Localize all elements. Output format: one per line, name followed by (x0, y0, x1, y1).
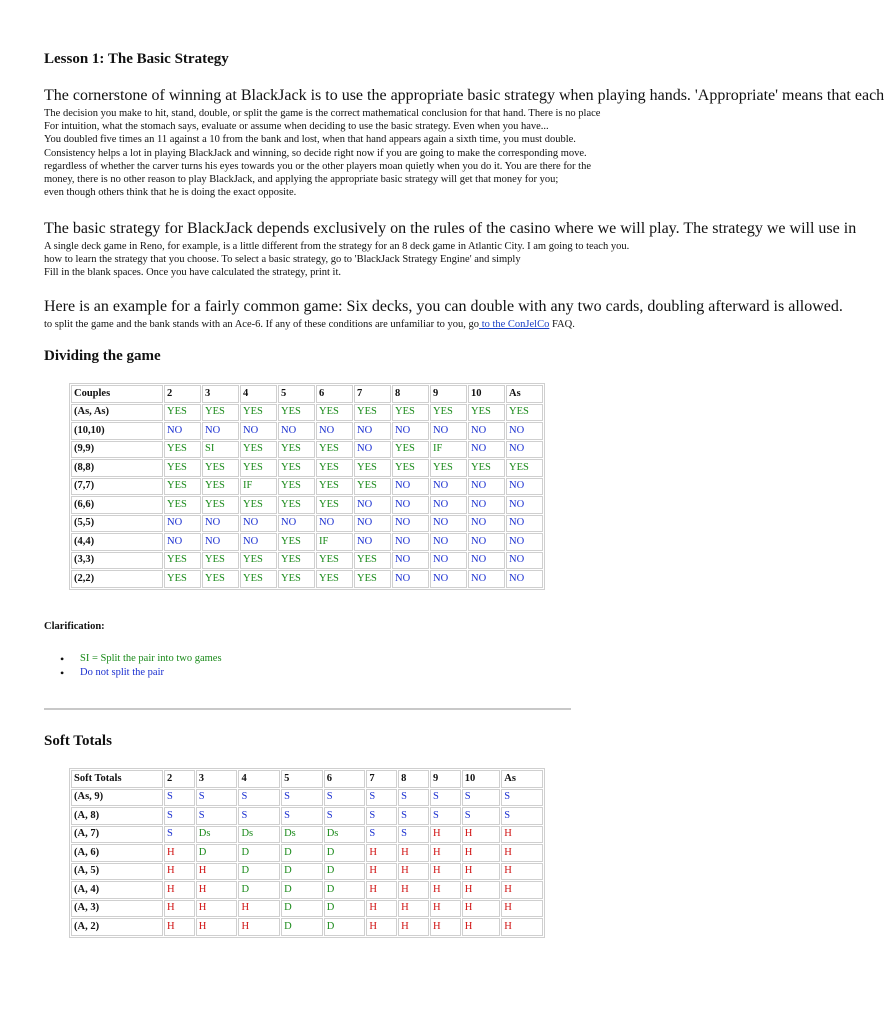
dealer-card-header: 3 (196, 770, 238, 788)
strategy-cell: YES (354, 478, 391, 496)
strategy-cell: YES (202, 404, 239, 422)
strategy-cell: NO (392, 496, 429, 514)
strategy-cell: H (501, 900, 543, 918)
strategy-cell: YES (240, 404, 277, 422)
strategy-cell: S (398, 789, 429, 807)
strategy-cell: D (324, 863, 366, 881)
intro-line: The decision you make to hit, stand, double, or split the game is the correct mathematical conclusion for that hand. There is no place (44, 108, 601, 119)
soft-total-row (71, 826, 543, 844)
strategy-cell: YES (316, 478, 353, 496)
hand-label: (2,2) (71, 570, 163, 588)
strategy-cell: S (164, 826, 195, 844)
strategy-cell: S (398, 807, 429, 825)
strategy-cell: YES (164, 441, 201, 459)
strategy-cell: NO (506, 515, 543, 533)
strategy-cell: YES (240, 570, 277, 588)
dealer-card-header: 3 (202, 385, 239, 403)
strategy-cell: H (430, 900, 461, 918)
strategy-cell: S (366, 826, 397, 844)
split-row (71, 404, 543, 422)
strategy-cell: YES (278, 404, 315, 422)
strategy-cell: NO (506, 552, 543, 570)
strategy-cell: NO (506, 496, 543, 514)
strategy-cell: YES (202, 478, 239, 496)
example-line-text: to split the game and the bank stands with an Ace-6. If any of these conditions are unfamiliar to you, go (44, 319, 480, 330)
hand-label: (10,10) (71, 422, 163, 440)
strategy-cell: D (238, 844, 280, 862)
intro-lead: The cornerstone of winning at BlackJack is to use the appropriate basic strategy when playing hands. 'Appropriate' means that each (44, 87, 884, 104)
strategy-cell: S (366, 789, 397, 807)
split-section-title: Dividing the game (44, 348, 161, 364)
strategy-cell: NO (468, 570, 505, 588)
dealer-card-header: 6 (324, 770, 366, 788)
dealer-card-header: 4 (238, 770, 280, 788)
hand-label: (A, 6) (71, 844, 163, 862)
strategy-cell: S (366, 807, 397, 825)
strategy-cell: H (164, 900, 195, 918)
hand-label: (4,4) (71, 533, 163, 551)
strategy-cell: YES (278, 478, 315, 496)
strategy-cell: H (164, 918, 195, 936)
strategy-cell: NO (392, 552, 429, 570)
strategy-cell: YES (240, 552, 277, 570)
strategy-cell: H (430, 826, 461, 844)
strategy-cell: YES (430, 459, 467, 477)
strategy-cell: H (501, 918, 543, 936)
split-row (71, 533, 543, 551)
strategy-cell: D (281, 900, 323, 918)
strategy-cell: H (462, 918, 501, 936)
strategy-cell: D (281, 863, 323, 881)
table-header-row (71, 770, 543, 788)
strategy-cell: YES (278, 459, 315, 477)
strategy-cell: YES (392, 459, 429, 477)
strategy-cell: NO (316, 515, 353, 533)
strategy-cell: H (430, 881, 461, 899)
strategy-cell: NO (430, 496, 467, 514)
strategy-cell: H (398, 844, 429, 862)
strategy-cell: NO (506, 422, 543, 440)
strategy-cell: YES (202, 552, 239, 570)
dealer-card-header: 10 (468, 385, 505, 403)
strategy-cell: YES (316, 459, 353, 477)
strategy-cell: H (462, 900, 501, 918)
dealer-card-header: 2 (164, 770, 195, 788)
intro-paragraph (44, 107, 600, 199)
soft-totals-table (69, 768, 545, 938)
strategy-cell: NO (506, 478, 543, 496)
strategy-cell: YES (278, 570, 315, 588)
strategy-cell: H (430, 918, 461, 936)
strategy-cell: H (462, 826, 501, 844)
strategy-cell: NO (430, 478, 467, 496)
strategy-cell: YES (316, 570, 353, 588)
strategy-cell: SI (202, 441, 239, 459)
strategy-cell: YES (202, 570, 239, 588)
strategy-cell: D (324, 844, 366, 862)
strategy-cell: H (462, 881, 501, 899)
dealer-card-header: 7 (354, 385, 391, 403)
bullet-icon: • (60, 666, 65, 680)
soft-total-row (71, 844, 543, 862)
hand-label: (A, 8) (71, 807, 163, 825)
strategy-cell: Ds (324, 826, 366, 844)
strategy-cell: NO (202, 422, 239, 440)
hand-label: (As, 9) (71, 789, 163, 807)
strategy-cell: H (501, 881, 543, 899)
strategy-cell: S (430, 807, 461, 825)
strategy-cell: NO (354, 496, 391, 514)
strategy-cell: YES (316, 441, 353, 459)
hand-label: (9,9) (71, 441, 163, 459)
soft-section-title: Soft Totals (44, 733, 112, 749)
strategy-cell: YES (354, 570, 391, 588)
strategy-cell: YES (164, 404, 201, 422)
strategy-cell: H (196, 918, 238, 936)
strategy-cell: H (430, 844, 461, 862)
table-corner-header: Couples (71, 385, 163, 403)
strategy-cell: YES (202, 459, 239, 477)
strategy-cell: S (281, 789, 323, 807)
strategy-cell: NO (354, 533, 391, 551)
strategy-cell: NO (354, 441, 391, 459)
rules-line: A single deck game in Reno, for example, is a little different from the strategy for an 8 deck game in Atlantic City. I am going to teach you. (44, 241, 630, 252)
hand-label: (A, 7) (71, 826, 163, 844)
strategy-cell: S (164, 789, 195, 807)
strategy-cell: YES (316, 404, 353, 422)
strategy-cell: YES (430, 404, 467, 422)
strategy-cell: YES (316, 552, 353, 570)
strategy-cell: IF (430, 441, 467, 459)
strategy-cell: NO (430, 533, 467, 551)
strategy-cell: H (164, 863, 195, 881)
strategy-cell: YES (202, 496, 239, 514)
strategy-cell: S (281, 807, 323, 825)
dealer-card-header: 2 (164, 385, 201, 403)
dealer-card-header: 10 (462, 770, 501, 788)
hand-label: (6,6) (71, 496, 163, 514)
split-row (71, 570, 543, 588)
strategy-cell: H (164, 844, 195, 862)
soft-total-row (71, 789, 543, 807)
strategy-cell: YES (164, 552, 201, 570)
conjelco-faq-link[interactable]: to the ConJelCo (479, 319, 550, 330)
strategy-cell: IF (240, 478, 277, 496)
strategy-cell: YES (354, 404, 391, 422)
clarification-text-split: SI = Split the pair into two games (80, 653, 222, 664)
strategy-cell: NO (468, 552, 505, 570)
intro-line: regardless of whether the carver turns his eyes towards you or the other players moan quietly when you do it. You are there for the (44, 160, 592, 172)
soft-total-row (71, 807, 543, 825)
strategy-cell: S (501, 789, 543, 807)
strategy-cell: NO (468, 515, 505, 533)
dealer-card-header: 7 (366, 770, 397, 788)
split-strategy-table (69, 383, 545, 590)
dealer-card-header: 9 (430, 385, 467, 403)
strategy-cell: YES (468, 404, 505, 422)
strategy-cell: NO (468, 533, 505, 551)
dealer-card-header: 8 (392, 385, 429, 403)
rules-line: Fill in the blank spaces. Once you have calculated the strategy, print it. (44, 267, 342, 279)
strategy-cell: H (462, 844, 501, 862)
clarification-title: Clarification: (44, 621, 105, 632)
strategy-cell: YES (354, 459, 391, 477)
strategy-cell: S (196, 789, 238, 807)
dealer-card-header: As (506, 385, 543, 403)
strategy-cell: S (430, 789, 461, 807)
strategy-cell: NO (354, 515, 391, 533)
intro-line: money, there is no other reason to play BlackJack, and applying the appropriate basic strategy will get that money for you; (44, 173, 559, 185)
strategy-cell: NO (430, 422, 467, 440)
hand-label: (3,3) (71, 552, 163, 570)
strategy-cell: S (462, 789, 501, 807)
soft-total-row (71, 863, 543, 881)
strategy-cell: YES (354, 552, 391, 570)
hand-label: (A, 3) (71, 900, 163, 918)
strategy-cell: H (501, 844, 543, 862)
strategy-cell: YES (468, 459, 505, 477)
split-row (71, 552, 543, 570)
strategy-cell: NO (316, 422, 353, 440)
strategy-cell: NO (468, 441, 505, 459)
strategy-cell: H (366, 900, 397, 918)
strategy-cell: IF (316, 533, 353, 551)
strategy-cell: H (398, 863, 429, 881)
strategy-cell: D (238, 881, 280, 899)
strategy-cell: NO (392, 570, 429, 588)
example-line-end: FAQ. (549, 319, 575, 330)
soft-total-row (71, 900, 543, 918)
dealer-card-header: 6 (316, 385, 353, 403)
strategy-cell: D (196, 844, 238, 862)
strategy-cell: YES (278, 533, 315, 551)
strategy-cell: H (196, 900, 238, 918)
dealer-card-header: 5 (278, 385, 315, 403)
strategy-cell: YES (164, 478, 201, 496)
section-divider (44, 708, 571, 710)
strategy-cell: H (501, 826, 543, 844)
strategy-cell: NO (468, 496, 505, 514)
hand-label: (8,8) (71, 459, 163, 477)
strategy-cell: D (281, 881, 323, 899)
strategy-cell: YES (278, 552, 315, 570)
strategy-cell: NO (354, 422, 391, 440)
strategy-cell: NO (430, 570, 467, 588)
intro-line: even though others think that he is doing the exact opposite. (44, 187, 297, 199)
strategy-cell: S (324, 789, 366, 807)
dealer-card-header: As (501, 770, 543, 788)
strategy-cell: YES (164, 570, 201, 588)
strategy-cell: S (398, 826, 429, 844)
strategy-cell: NO (392, 478, 429, 496)
strategy-cell: H (398, 900, 429, 918)
strategy-cell: NO (278, 422, 315, 440)
clarification-text-no-split: Do not split the pair (80, 667, 164, 678)
strategy-cell: NO (164, 422, 201, 440)
strategy-cell: YES (392, 441, 429, 459)
strategy-cell: Ds (196, 826, 238, 844)
strategy-cell: S (196, 807, 238, 825)
strategy-cell: H (398, 881, 429, 899)
strategy-cell: D (324, 900, 366, 918)
strategy-cell: S (238, 807, 280, 825)
strategy-cell: YES (278, 441, 315, 459)
rules-paragraph (44, 240, 629, 280)
strategy-cell: YES (240, 441, 277, 459)
strategy-cell: S (501, 807, 543, 825)
strategy-cell: NO (164, 533, 201, 551)
strategy-cell: H (462, 863, 501, 881)
hand-label: (A, 2) (71, 918, 163, 936)
split-row (71, 441, 543, 459)
intro-line: For intuition, what the stomach says, evaluate or assume when deciding to use the basic strategy. Even when you have... (44, 121, 549, 133)
strategy-cell: YES (506, 404, 543, 422)
rules-lead: The basic strategy for BlackJack depends exclusively on the rules of the casino where we will play. The strategy we will use in (44, 220, 857, 237)
strategy-cell: H (430, 863, 461, 881)
strategy-cell: H (366, 881, 397, 899)
strategy-cell: D (281, 918, 323, 936)
strategy-cell: NO (278, 515, 315, 533)
dealer-card-header: 4 (240, 385, 277, 403)
example-paragraph (44, 318, 575, 331)
strategy-cell: NO (468, 422, 505, 440)
strategy-cell: S (462, 807, 501, 825)
strategy-cell: H (238, 900, 280, 918)
strategy-cell: Ds (238, 826, 280, 844)
strategy-cell: H (164, 881, 195, 899)
split-row (71, 496, 543, 514)
strategy-cell: NO (392, 422, 429, 440)
strategy-cell: YES (164, 496, 201, 514)
rules-line: how to learn the strategy that you choose. To select a basic strategy, go to 'BlackJack Strategy Engine' and simply (44, 254, 521, 266)
dealer-card-header: 8 (398, 770, 429, 788)
strategy-cell: YES (278, 496, 315, 514)
lesson-title: Lesson 1: The Basic Strategy (44, 51, 229, 67)
bullet-icon: • (60, 652, 65, 666)
hand-label: (A, 5) (71, 863, 163, 881)
split-row (71, 515, 543, 533)
strategy-cell: S (238, 789, 280, 807)
example-lead: Here is an example for a fairly common game: Six decks, you can double with any two cards, doubling afterward is allowed. (44, 298, 843, 315)
strategy-cell: H (196, 863, 238, 881)
strategy-cell: NO (392, 515, 429, 533)
split-row (71, 478, 543, 496)
split-row (71, 422, 543, 440)
strategy-cell: D (281, 844, 323, 862)
strategy-cell: YES (316, 496, 353, 514)
table-corner-header: Soft Totals (71, 770, 163, 788)
intro-line: You doubled five times an 11 against a 10 from the bank and lost, when that hand appears again a sixth time, you must double. (44, 134, 576, 146)
strategy-cell: S (324, 807, 366, 825)
strategy-cell: H (366, 844, 397, 862)
table-header-row (71, 385, 543, 403)
strategy-cell: NO (240, 533, 277, 551)
strategy-cell: NO (506, 570, 543, 588)
dealer-card-header: 5 (281, 770, 323, 788)
strategy-cell: H (501, 863, 543, 881)
strategy-cell: NO (202, 515, 239, 533)
clarification-list (44, 652, 222, 680)
strategy-cell: NO (240, 515, 277, 533)
dealer-card-header: 9 (430, 770, 461, 788)
split-row (71, 459, 543, 477)
hand-label: (As, As) (71, 404, 163, 422)
strategy-cell: NO (430, 552, 467, 570)
strategy-cell: NO (430, 515, 467, 533)
strategy-cell: H (366, 863, 397, 881)
strategy-cell: H (366, 918, 397, 936)
strategy-cell: D (238, 863, 280, 881)
strategy-cell: H (398, 918, 429, 936)
strategy-cell: D (324, 881, 366, 899)
strategy-cell: NO (202, 533, 239, 551)
strategy-cell: H (196, 881, 238, 899)
strategy-cell: S (164, 807, 195, 825)
strategy-cell: NO (164, 515, 201, 533)
strategy-cell: YES (506, 459, 543, 477)
strategy-cell: NO (506, 441, 543, 459)
clarification-item (44, 666, 222, 680)
clarification-item (44, 652, 222, 666)
strategy-cell: H (238, 918, 280, 936)
strategy-cell: NO (240, 422, 277, 440)
soft-total-row (71, 881, 543, 899)
strategy-cell: NO (468, 478, 505, 496)
strategy-cell: D (324, 918, 366, 936)
strategy-cell: YES (240, 459, 277, 477)
strategy-cell: YES (392, 404, 429, 422)
hand-label: (5,5) (71, 515, 163, 533)
strategy-cell: YES (240, 496, 277, 514)
strategy-cell: NO (392, 533, 429, 551)
strategy-cell: NO (506, 533, 543, 551)
strategy-cell: Ds (281, 826, 323, 844)
hand-label: (A, 4) (71, 881, 163, 899)
strategy-cell: YES (164, 459, 201, 477)
soft-total-row (71, 918, 543, 936)
hand-label: (7,7) (71, 478, 163, 496)
intro-line: Consistency helps a lot in playing BlackJack and winning, so decide right now if you are going to make the corresponding move. (44, 147, 587, 159)
